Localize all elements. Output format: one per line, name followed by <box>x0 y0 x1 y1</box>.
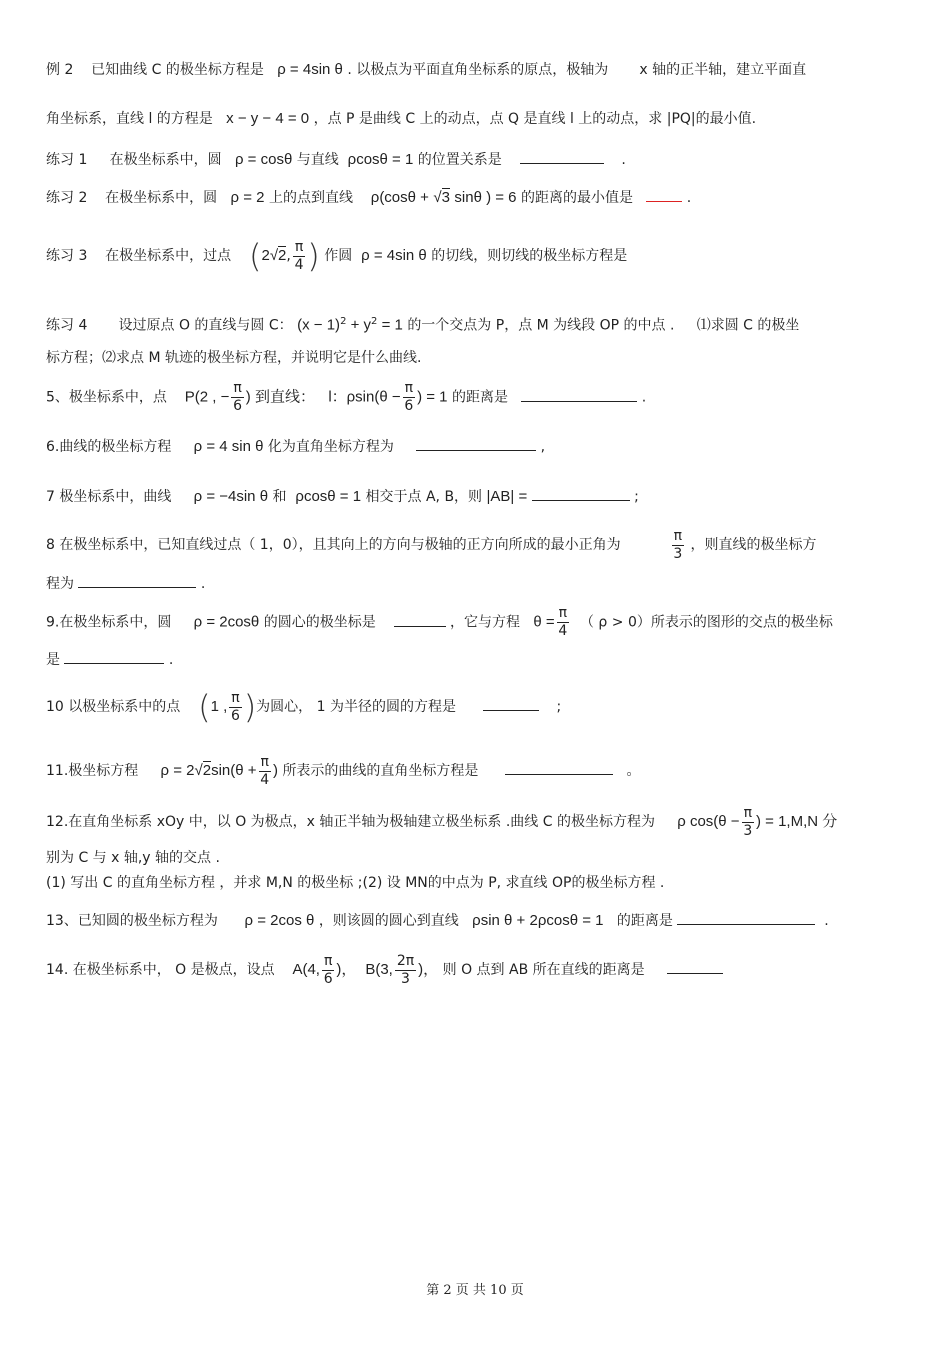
example-text: . 以极点为平面直角坐标系的原点，极轴为 <box>347 62 609 78</box>
fraction <box>395 953 416 988</box>
polar-equation: ρ cos(θ − <box>677 813 740 830</box>
line-equation: ) = 1 <box>417 388 448 406</box>
point-coord: 1 , <box>210 698 228 715</box>
fraction-numerator: π <box>231 689 240 706</box>
answer-blank[interactable] <box>394 612 446 627</box>
fraction-numerator: π <box>294 238 304 255</box>
question-text: 12.在直角坐标系 xOy 中，以 O 为极点，x 轴正半轴为极轴建立极坐标系 .曲线 C 的极坐标方程为 <box>46 814 655 830</box>
punctuation: ; <box>556 699 562 715</box>
line-equation: ρcosθ = 1 <box>347 151 414 168</box>
line-equation: sinθ ) = 6 <box>454 189 517 206</box>
sqrt-value: 2 <box>278 247 287 264</box>
fraction-denominator: 6 <box>233 398 243 414</box>
practice-label: 练习 3 <box>46 248 88 264</box>
line-equation: ρcosθ = 1 <box>295 488 362 505</box>
fraction <box>229 690 241 725</box>
question-text: 别为 C 与 x 轴,y 轴的交点 . <box>46 850 220 866</box>
example-label: 例 2 <box>46 62 74 78</box>
left-paren: ( <box>198 688 211 726</box>
fraction-denominator: 6 <box>231 707 240 724</box>
fraction-numerator: π <box>404 380 414 396</box>
point-coord: 2 <box>261 247 270 264</box>
point-b: )， <box>418 961 439 978</box>
fraction-denominator: 4 <box>294 256 304 273</box>
practice-label: 练习 4 <box>46 317 88 334</box>
right-paren: ) <box>243 688 257 726</box>
question-text: 在极坐标系中，圆 <box>109 152 222 168</box>
question-text: ，它与方程 <box>450 614 520 631</box>
question-6 <box>46 436 910 457</box>
circle-equation: = 1 <box>377 316 403 334</box>
question-10 <box>46 688 910 726</box>
fraction-numerator: π <box>260 753 269 770</box>
question-text: 设过原点 O 的直线与圆 C： <box>118 317 293 334</box>
question-text: 的位置关系是 <box>417 152 502 168</box>
question-text: 上的点到直线 <box>268 190 353 206</box>
circle-equation: ρ = cosθ <box>234 151 293 168</box>
practice-label: 练习 2 <box>46 190 88 206</box>
line-equation: l：ρsin(θ − <box>328 388 401 406</box>
circle-equation: (x − 1) <box>297 316 341 334</box>
superscript: 2 <box>340 316 347 327</box>
example-2-line-2 <box>46 109 910 129</box>
polar-equation: ρ = 2 <box>160 762 195 779</box>
question-13 <box>46 910 910 931</box>
question-text: 和 <box>272 489 287 505</box>
question-text: 的切线，则切线的极坐标方程是 <box>431 248 628 264</box>
question-8-line-1 <box>46 526 910 564</box>
question-text: 11.极坐标方程 <box>46 763 139 779</box>
line-equation: ρ(cosθ + <box>370 189 429 206</box>
punctuation: ; <box>634 489 639 505</box>
punctuation: . <box>641 389 647 406</box>
polar-equation: ) = 1,M,N 分 <box>756 813 838 830</box>
line-equation: ρsin θ + 2ρcosθ = 1 <box>472 912 604 929</box>
question-text: 7 极坐标系中，曲线 <box>46 489 172 505</box>
polar-equation: ) <box>272 762 278 779</box>
question-text: 所表示的曲线的直角坐标方程是 <box>282 763 479 779</box>
question-text: 作圆 <box>324 248 353 264</box>
example-text: 已知曲线 C 的极坐标方程是 <box>91 62 264 78</box>
fraction-denominator: 3 <box>401 970 410 987</box>
answer-blank[interactable] <box>520 149 604 164</box>
fraction <box>259 754 271 789</box>
fraction <box>322 953 334 988</box>
question-text: 与直线 <box>296 152 339 168</box>
example-text: x 轴的正半轴，建立平面直 <box>639 62 807 78</box>
question-9-line-2 <box>46 649 910 670</box>
punctuation: 。 <box>626 763 641 779</box>
fraction-numerator: 2π <box>396 952 415 969</box>
fraction-numerator: π <box>673 527 683 544</box>
punctuation: . <box>168 652 174 668</box>
punctuation: . <box>686 190 692 206</box>
question-text: 8 在极坐标系中，已知直线过点（ 1，0），且其向上的方向与极轴的正方向所成的最小正角为 <box>46 537 621 553</box>
left-paren: ( <box>248 237 262 275</box>
practice-2 <box>46 187 910 208</box>
question-text: 的距离的最小值是 <box>520 190 633 206</box>
question-text: (1) 写出 C 的直角坐标方程 ，并求 M,N 的极坐标 ;(2) 设 MN的中点为 P, 求直线 OP的极坐标方程 . <box>46 875 665 891</box>
fraction <box>293 239 305 274</box>
circle-equation: ρ = 2cos θ <box>244 912 315 929</box>
question-9-line-1 <box>46 605 910 640</box>
question-text: 在极坐标系中，圆 <box>105 190 218 206</box>
fraction-numerator: π <box>743 804 752 821</box>
circle-equation: ρ = 2cosθ <box>193 613 260 631</box>
question-text: 13、已知圆的极坐标方程为 <box>46 913 218 929</box>
point-coord: P(2 , − <box>184 388 230 406</box>
question-text: 程为 <box>46 576 74 592</box>
question-text: 10 以极坐标系中的点 <box>46 699 181 715</box>
question-5 <box>46 380 910 415</box>
fraction-denominator: 4 <box>260 771 270 788</box>
fraction <box>231 380 243 415</box>
practice-3: 练习 3 在极坐标系中，过点 (2√2, $\frac{\pi}{4}$ ) 作圆 ρ = 4sin θ 的切线，则切线的极坐标方程是 <box>46 237 628 275</box>
answer-blank[interactable] <box>532 486 630 501</box>
question-12-line-2 <box>46 848 910 868</box>
sqrt-symbol: √3 <box>433 189 450 206</box>
punctuation: , <box>540 439 546 455</box>
question-text: ，则该圆的圆心到直线 <box>318 913 459 929</box>
polar-equation: ρ = 4 sin θ <box>193 438 264 455</box>
point-a: )， <box>336 961 357 978</box>
right-paren: ) <box>307 237 320 275</box>
question-14 <box>46 950 910 990</box>
segment-length: |AB| = <box>486 488 528 505</box>
question-text: 标方程；⑵求点 M 轨迹的极坐标方程，并说明它是什么曲线. <box>46 350 422 366</box>
sqrt-value: 3 <box>441 189 450 206</box>
question-text: 在极坐标系中，过点 <box>105 248 232 264</box>
point-b: B(3, <box>365 961 393 978</box>
fraction <box>403 380 415 415</box>
question-text: 的圆心的极坐标是 <box>263 614 376 631</box>
question-text: 9.在极坐标系中，圆 <box>46 614 172 631</box>
question-text: 的距离是 <box>451 389 508 406</box>
answer-blank[interactable] <box>483 696 539 711</box>
circle-equation: + y <box>346 316 372 334</box>
curve-equation: ρ = −4sin θ <box>193 488 269 505</box>
question-text: （ ρ > 0）所表示的图形的交点的极坐标 <box>579 614 833 631</box>
superscript: 2 <box>371 316 378 327</box>
practice-1 <box>46 149 910 170</box>
polar-equation: ρ = 4sin θ <box>277 61 343 78</box>
question-text: 相交于点 A, B，则 <box>365 489 483 505</box>
fraction-numerator: π <box>233 380 242 396</box>
line-equation: x − y − 4 = 0 <box>226 110 310 127</box>
answer-blank[interactable] <box>505 760 613 775</box>
question-text: 则 O 点到 AB 所在直线的距离是 <box>442 962 645 978</box>
example-2-line-1 <box>46 60 910 80</box>
question-7 <box>46 486 910 507</box>
question-text: ，则直线的极坐标方 <box>690 537 817 553</box>
punctuation: . <box>824 913 829 929</box>
question-text: 化为直角坐标方程为 <box>267 439 394 455</box>
fraction-denominator: 3 <box>673 545 683 562</box>
fraction-denominator: 6 <box>404 398 414 414</box>
sqrt-symbol: √2 <box>269 247 287 264</box>
fraction-numerator: π <box>323 952 333 969</box>
answer-blank[interactable] <box>78 573 196 588</box>
question-text: 为圆心， 1 为半径的圆的方程是 <box>256 699 456 715</box>
question-text: 14. 在极坐标系中， O 是极点，设点 <box>46 962 275 978</box>
angle-equation: θ = <box>533 613 555 631</box>
fraction <box>557 605 569 640</box>
answer-blank[interactable] <box>416 436 536 451</box>
fraction-denominator: 6 <box>323 970 333 987</box>
example-text: 角坐标系，直线 l 的方程是 <box>46 111 213 127</box>
fraction-denominator: 3 <box>743 822 753 839</box>
punctuation: . <box>621 152 626 168</box>
question-text: 的一个交点为 P，点 M 为线段 OP 的中点 . <box>407 317 675 334</box>
answer-blank[interactable] <box>646 187 682 202</box>
polar-equation: sin(θ + <box>211 762 257 779</box>
fraction-denominator: 4 <box>558 623 568 639</box>
question-text: 5、极坐标系中，点 <box>46 389 167 406</box>
point-a: A(4, <box>292 961 320 978</box>
practice-4-line-2 <box>46 348 910 368</box>
question-text: ) 到直线： <box>245 388 315 406</box>
fraction <box>742 805 754 840</box>
question-8-line-2 <box>46 573 910 594</box>
circle-equation: ρ = 2 <box>230 189 265 206</box>
sqrt-value: 2 <box>202 762 212 779</box>
question-11 <box>46 752 910 790</box>
answer-blank[interactable] <box>64 649 164 664</box>
answer-blank[interactable] <box>677 910 815 925</box>
answer-blank[interactable] <box>667 959 723 974</box>
fraction <box>672 528 684 563</box>
question-text: 的距离是 <box>616 913 673 929</box>
fraction-numerator: π <box>558 605 568 621</box>
practice-4-line-1 <box>46 312 910 336</box>
circle-equation: ρ = 4sin θ <box>361 247 427 264</box>
example-text: ，点 P 是曲线 C 上的动点，点 Q 是直线 l 上的动点，求 |PQ|的最小值. <box>313 111 757 127</box>
page-footer: 第 2 页 共 10 页 <box>426 1283 524 1298</box>
practice-label: 练习 1 <box>46 152 88 168</box>
question-text: 是 <box>46 652 60 668</box>
answer-blank[interactable] <box>521 387 637 402</box>
question-12-line-3 <box>46 873 910 893</box>
question-12-line-1 <box>46 803 910 841</box>
question-text: 6.曲线的极坐标方程 <box>46 439 172 455</box>
sqrt-symbol: √2 <box>194 762 212 779</box>
question-text: ⑴求圆 C 的极坐 <box>696 317 800 334</box>
punctuation: . <box>200 576 206 592</box>
